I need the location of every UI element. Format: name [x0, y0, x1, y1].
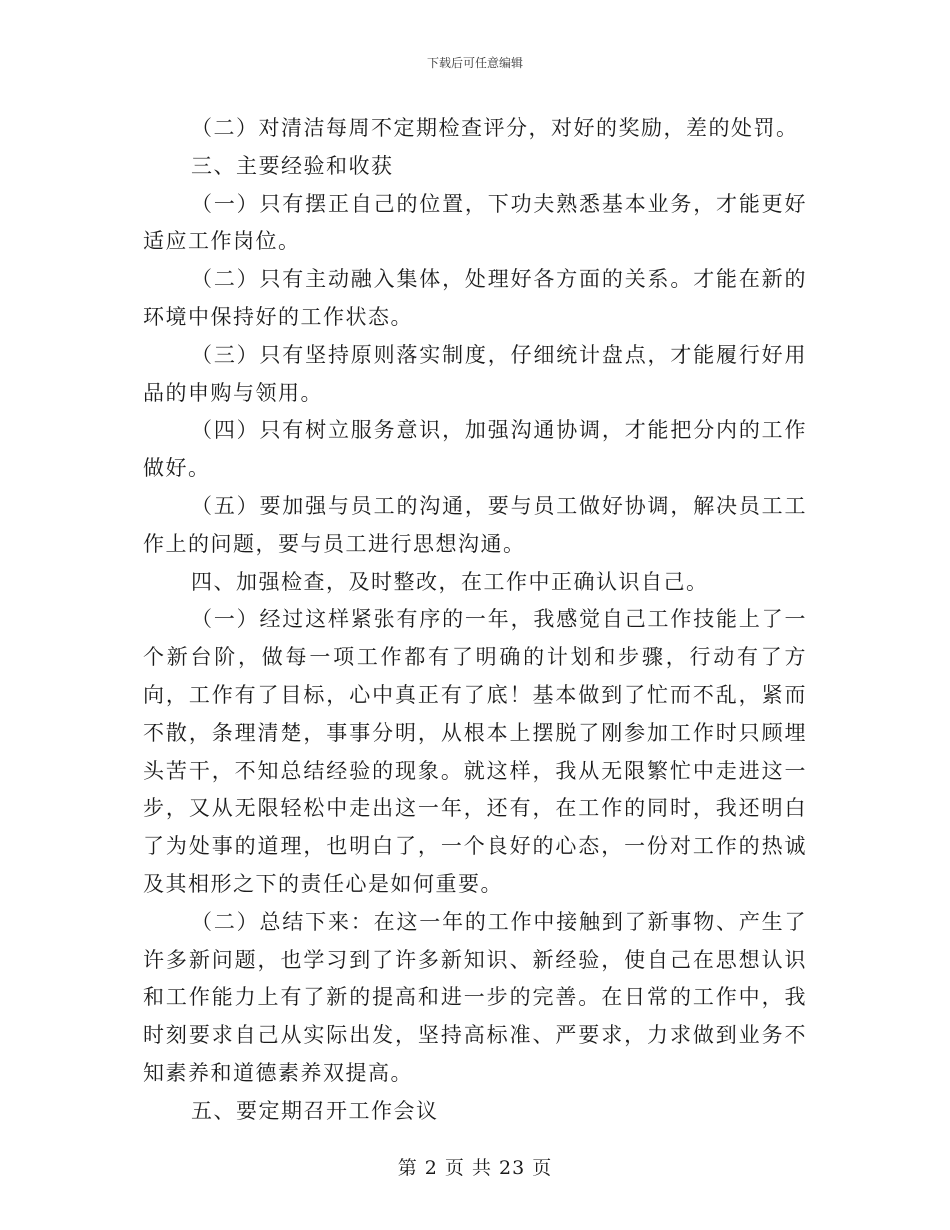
paragraph: （二）只有主动融入集体，处理好各方面的关系。才能在新的环境中保持好的工作状态。	[143, 267, 807, 329]
paragraph: （二）总结下来：在这一年的工作中接触到了新事物、产生了许多新问题，也学习到了许多新知识、新经验，使自己在思想认识和工作能力上有了新的提高和进一步的完善。在日常的工作中，我时刻要求自己从实际出发，坚持高标准、严要求，力求做到业务不知素养和道德素养双提高。	[143, 909, 807, 1085]
section-heading: 四、加强检查，及时整改，在工作中正确认识自己。	[191, 569, 709, 594]
paragraph: （三）只有坚持原则落实制度，仔细统计盘点，才能履行好用品的申购与领用。	[143, 342, 807, 405]
paragraph: （四）只有树立服务意识，加强沟通协调，才能把分内的工作做好。	[143, 418, 807, 481]
page-header: 下载后可任意编辑	[426, 56, 523, 70]
paragraph: （一）经过这样紧张有序的一年，我感觉自己工作技能上了一个新台阶，做每一项工作都有了明确的计划和步骤，行动有了方向，工作有了目标，心中真正有了底！基本做到了忙而不乱，紧而不散，条理清楚，事事分明，从根本上摆脱了刚参加工作时只顾埋头苦干，不知总结经验的现象。就这样，我从无限繁忙中走进这一步，又从无限轻松中走出这一年，还有，在工作的同时，我还明白了为处事的道理，也明白了，一个良好的心态，一份对工作的热诚及其相形之下的责任心是如何重要。	[143, 607, 807, 896]
section-heading: 三、主要经验和收获	[191, 153, 394, 178]
paragraph: （二）对清洁每周不定期检查评分，对好的奖励，差的处罚。	[191, 116, 799, 140]
paragraph: （一）只有摆正自己的位置，下功夫熟悉基本业务，才能更好适应工作岗位。	[143, 191, 807, 254]
section-heading: 五、要定期召开工作会议	[191, 1098, 439, 1123]
page-number: 第 2 页 共 23 页	[397, 1157, 553, 1179]
paragraph: （五）要加强与员工的沟通，要与员工做好协调，解决员工工作上的问题，要与员工进行思想沟通。	[143, 493, 807, 556]
document-body	[143, 110, 807, 1131]
